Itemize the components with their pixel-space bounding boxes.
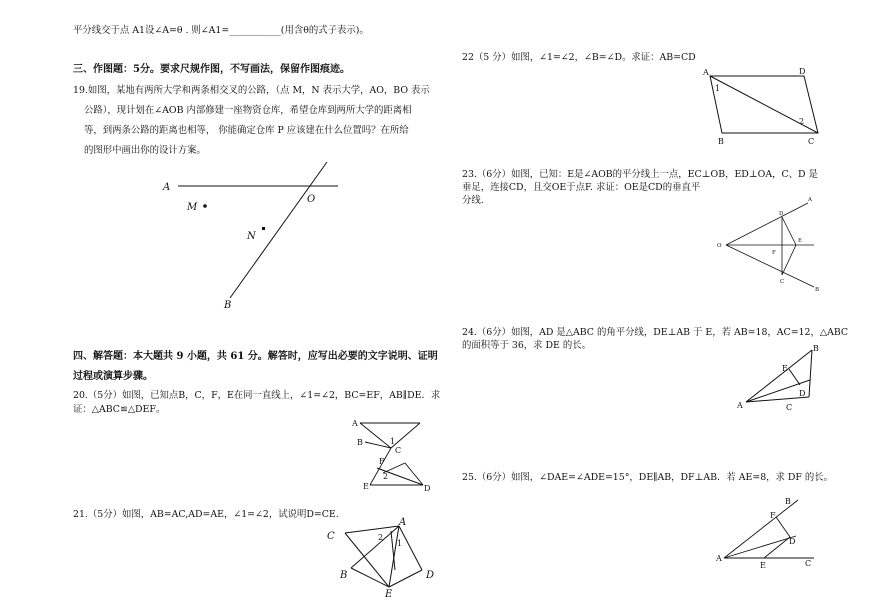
- q22-label-1: 1: [715, 84, 721, 93]
- q23-label-e: E: [798, 238, 803, 244]
- q20-label-e: E: [363, 482, 369, 491]
- q21-label-d: D: [426, 570, 435, 581]
- q20-label-c: C: [395, 446, 402, 455]
- q21-text: 21.（5分）如图，AB=AC,AD=AE，∠1=∠2，试说明D=CE.: [73, 509, 339, 520]
- q23-line-1: 23.（6分）如图，已知：E是∠AOB的平分线上一点，EC⊥OB，ED⊥OA，C、D 是: [462, 169, 818, 180]
- q25-label-f: F: [770, 511, 776, 520]
- q21-label-e: E: [385, 589, 393, 600]
- q19-label-o: O: [307, 194, 316, 205]
- q19-line-1: 19.如图，某地有两所大学和两条相交叉的公路，（点 M，N 表示大学，AO，BO 表示: [73, 85, 430, 96]
- q23-line-2: 垂足，连接CD，且交OE于点F. 求证：OE是CD的垂直平: [462, 182, 701, 193]
- q20-label-b: B: [357, 438, 363, 447]
- q24-label-b: B: [813, 344, 819, 353]
- q23-label-c: C: [780, 279, 785, 285]
- q22-label-b: B: [718, 137, 724, 146]
- q19-label-a: A: [163, 182, 171, 193]
- q21-label-b: B: [340, 570, 348, 581]
- q20-label-2: 2: [383, 472, 389, 481]
- q24-line-2: 的面积等于 36，求 DE 的长。: [462, 340, 591, 351]
- q19-line-3: 等，到两条公路的距离也相等， 你能确定仓库 P 应该建在什么位置吗？在所给: [84, 125, 409, 136]
- q21-label-1: 1: [397, 539, 403, 548]
- q23-label-d: D: [779, 211, 784, 217]
- q25-label-d: D: [789, 537, 796, 546]
- q21-label-2: 2: [378, 533, 384, 542]
- q19-line-2: 公路），现计划在∠AOB 内部修建一座物资仓库，希望仓库到两所大学的距离相: [84, 105, 412, 116]
- q22-label-a: A: [703, 68, 709, 77]
- q20-label-d: D: [424, 484, 431, 493]
- q25-label-b: B: [785, 497, 791, 506]
- q20-label-f: F: [379, 457, 385, 466]
- q20-label-1: 1: [390, 437, 396, 446]
- q19-figure: [160, 160, 360, 315]
- q25-text: 25.（6分）如图，∠DAE=∠ADE=15°，DE∥AB，DF⊥AB．若 AE=8，求 DF 的长。: [462, 472, 834, 483]
- q22-label-2: 2: [799, 117, 805, 126]
- q24-label-d: D: [799, 389, 806, 398]
- q25-label-a: A: [716, 554, 722, 563]
- section-4-heading-2: 过程或演算步骤。: [73, 371, 153, 382]
- q22-text: 22（5 分）如图，∠1=∠2，∠B=∠D。求证：AB=CD: [462, 52, 696, 63]
- q21-figure: [325, 513, 440, 598]
- q24-label-a: A: [737, 401, 743, 410]
- q24-line-1: 24.（6分）如图，AD 是△ABC 的角平分线，DE⊥AB 于 E，若 AB=18，AC=12，△ABC: [462, 327, 849, 338]
- q23-label-a: A: [808, 197, 812, 203]
- q25-figure: [712, 492, 824, 572]
- q23-label-f: F: [772, 250, 776, 256]
- q21-label-a: A: [399, 517, 407, 528]
- q25-label-c: C: [805, 559, 812, 568]
- section-4-heading-1: 四、解答题：本大题共 9 小题，共 61 分。解答时，应写出必要的文字说明、证明: [73, 351, 438, 362]
- q20-line-1: 20.（5分）如图，已知点B，C，F，E在同一直线上，∠1=∠2，BC=EF，AB∥DE．求: [73, 390, 441, 401]
- q23-line-3: 分线.: [462, 195, 484, 206]
- q19-line-4: 的图形中画出你的设计方案。: [84, 145, 206, 156]
- q21-label-c: C: [327, 531, 335, 542]
- q24-label-e: E: [782, 364, 788, 373]
- q25-label-e: E: [760, 561, 766, 570]
- q22-label-c: C: [808, 137, 815, 146]
- q19-label-m: M: [187, 202, 198, 213]
- question-18-tail: 平分线交于点 A1设∠A=θ . 则∠A1=___________(用含θ的式子表示)。: [73, 25, 369, 36]
- q24-figure: [732, 340, 827, 415]
- section-3-heading: 三、作图题：5分。要求尺规作图，不写画法，保留作图痕迹。: [73, 64, 350, 75]
- q23-figure: [712, 195, 827, 295]
- q23-label-b: B: [815, 287, 820, 293]
- q22-figure: [698, 64, 828, 146]
- q24-label-c: C: [786, 403, 793, 412]
- q20-figure: [345, 415, 440, 495]
- q20-label-a: A: [352, 419, 358, 428]
- q19-label-b: B: [224, 300, 232, 311]
- q20-line-2: 证：△ABC≌△DEF。: [73, 404, 166, 415]
- q19-label-n: N: [247, 231, 256, 242]
- q22-label-d: D: [799, 67, 806, 76]
- q23-label-o: O: [717, 243, 722, 249]
